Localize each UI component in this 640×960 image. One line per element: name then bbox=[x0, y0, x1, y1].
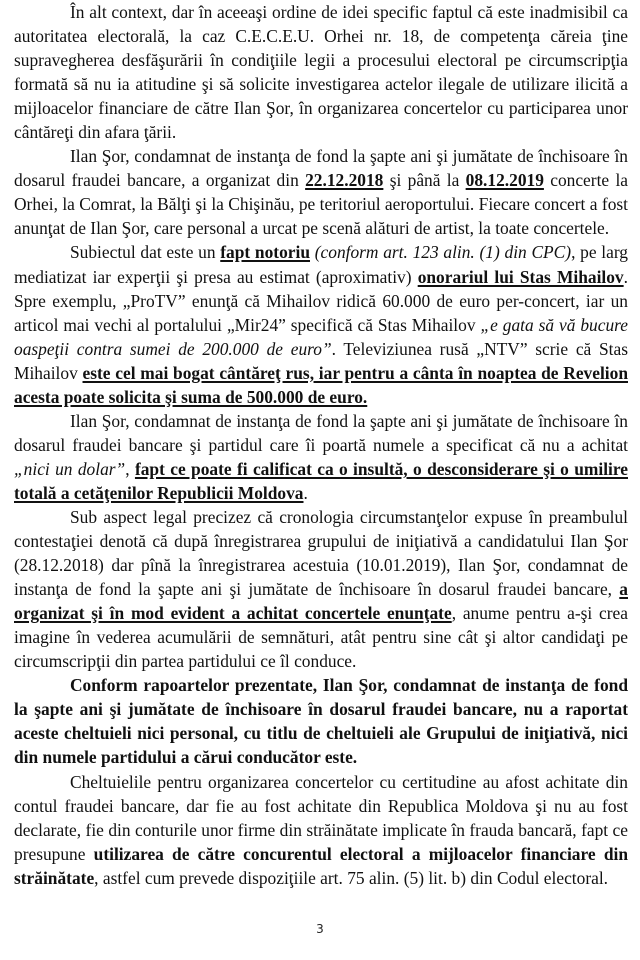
text-run-bold: Conform rapoartelor prezentate, Ilan Şor, condamnat de instanţa de fond la şapte ani şi jumătate de închisoare în dosarul fraudei bancare, nu a raportat aceste cheltuieli nici personal, cu titlu de cheltuieli ale Grupului de iniţiativă, nici din numele partidului a cărui conducător este. bbox=[14, 675, 628, 768]
text-run: . Spre exemplu, „ProTV” enunţă că Mihailov ridică 60.000 de euro per-concert, iar un articol mai vechi al portalului „Mir24” specifică că Stas Mihailov bbox=[14, 266, 628, 335]
text-run: , pe larg mediatizat iar experţii şi presa au estimat (aproximativ) bbox=[14, 242, 628, 287]
date-start: 22.12.2018 bbox=[305, 170, 384, 191]
emphasis-organizat: a organizat şi în mod evident a achitat concertele enunţate bbox=[14, 579, 628, 624]
text-run: concerte la Orhei, la Comrat, la Bălţi şi la Chişinău, pe teritoriul aeroportului. Fiecare concert a fost anunţat de Ilan Şor, care personal a urcat pe scenă alături de artist, la toate concertele. bbox=[14, 170, 628, 239]
text-run: Ilan Şor, condamnat de instanţa de fond la şapte ani şi jumătate de închisoare în dosarul fraudei bancare şi partidul care îi poartă numele a specificat că nu a achitat bbox=[14, 410, 628, 455]
text-run: Sub aspect legal precizez că cronologia circumstanţelor expuse în preambulul contestaţiei denotă că după înregistrarea grupului de iniţiativă a candidatului Ilan Şor (28.12.2018) dar pînă la înregistrarea acestuia (10.01.2019), Ilan Şor, condamnat de instanţa de fond la şapte ani şi jumătate de închisoare în dosarul fraudei bancare, bbox=[14, 506, 628, 600]
emphasis-fapt-notoriu: fapt notoriu bbox=[220, 242, 310, 263]
quote-mir24: „e gata să vă bucure oaspeţii contra sumei de 200.000 de euro” bbox=[14, 314, 628, 359]
text-run: Subiectul dat este un bbox=[70, 242, 221, 263]
paragraph-concert-context bbox=[14, 0, 628, 144]
text-run: , bbox=[125, 458, 135, 479]
text-run: şi până la bbox=[383, 170, 466, 191]
text-run: . Televiziunea rusă „NTV” scrie că Stas Mihailov bbox=[14, 338, 628, 383]
text-run: În alt context, dar în aceeaşi ordine de idei specific faptul că este inadmisibil ca autoritatea electorală, la caz C.E.C.E.U. Orhei nr. 18, de competenţa căreia ţine supravegherea desfăşurării în condiţiile legii a procesului electoral pe circumscripţia formată să nu ia atitudine şi să solicite investigarea actelor ilegale de utilizare ilicită a mijloacelor financiare de către Ilan Şor, în organizarea concertelor cu participarea unor cântăreţi din afara ţării. bbox=[14, 2, 628, 143]
document-body bbox=[14, 0, 628, 890]
quote-nici-un-dolar: „nici un dolar” bbox=[14, 458, 126, 479]
paragraph-rapoarte bbox=[14, 673, 628, 769]
text-run: , astfel cum prevede dispoziţiile art. 75 alin. (5) lit. b) din Codul electoral. bbox=[94, 867, 609, 888]
text-run: , anume pentru a-şi crea imagine în vederea acumulării de semnături, atât pentru sine cât şi altor candidaţi pe circumscripţii din partea partidului ce îl conduce. bbox=[14, 603, 628, 672]
date-end: 08.12.2019 bbox=[465, 170, 544, 191]
paragraph-cheltuieli bbox=[14, 770, 628, 890]
emphasis-insulta: fapt ce poate fi calificat ca o insultă, o desconsiderare şi o umilire totală a cetăţenilor Republicii Moldova bbox=[14, 458, 628, 503]
page-number: 3 bbox=[316, 922, 324, 936]
paragraph-nici-un-dolar bbox=[14, 409, 628, 505]
text-run: Cheltuielile pentru organizarea concertelor cu certitudine au afost achitate din contul fraudei bancare, dar fie au fost achitate din Republica Moldova şi nu au fost declarate, fie din conturile unor firme din străinătate implicate în frauda bancară, fapt ce presupune bbox=[14, 771, 628, 864]
emphasis-onorariu: onorariul lui Stas Mihailov bbox=[417, 266, 624, 287]
legal-citation: (conform art. 123 alin. (1) din CPC) bbox=[314, 242, 572, 263]
emphasis-strainatate: utilizarea de către concurentul electoral a mijloacelor financiare din străinătate bbox=[14, 843, 628, 888]
emphasis-revelion: este cel mai bogat cântăreţ rus, iar pentru a cânta în noaptea de Revelion acesta poate solicita şi suma de 500.000 de euro. bbox=[14, 362, 628, 407]
paragraph-fapt-notoriu bbox=[14, 240, 628, 408]
text-run: . bbox=[303, 482, 308, 503]
paragraph-aspect-legal bbox=[14, 505, 628, 673]
paragraph-concert-dates bbox=[14, 144, 628, 240]
text-run: Ilan Şor, condamnat de instanţa de fond la şapte ani şi jumătate de închisoare în dosarul fraudei bancare, a organizat din bbox=[14, 146, 628, 191]
